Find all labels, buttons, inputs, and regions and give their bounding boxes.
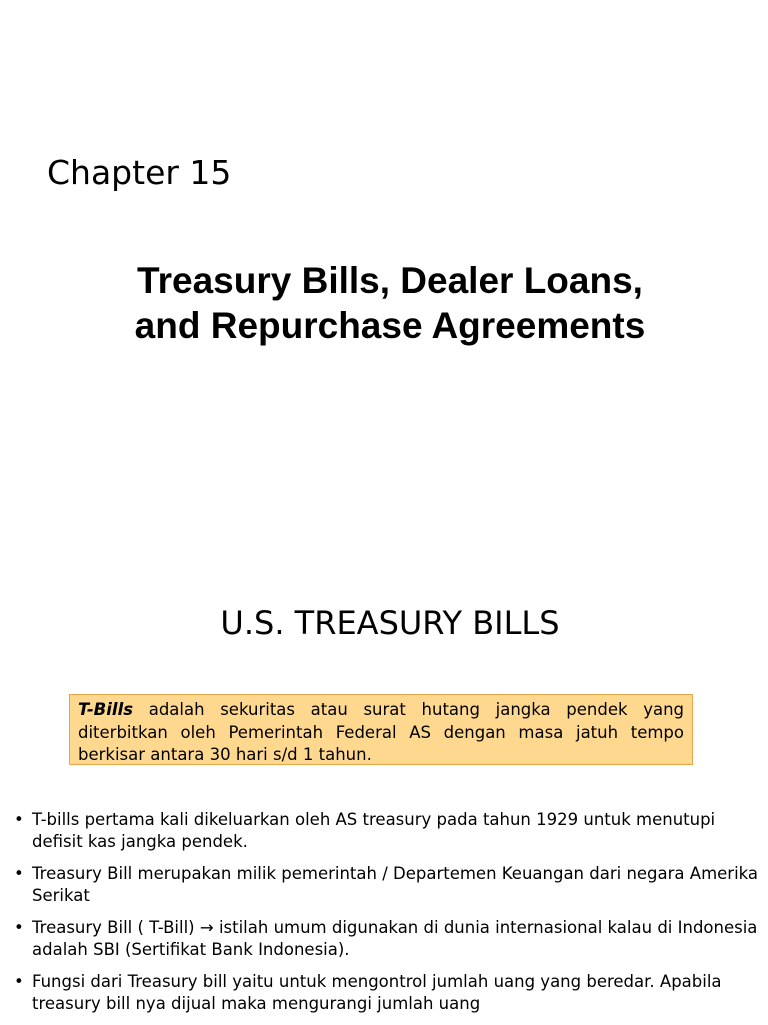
bullet-list [14, 809, 764, 1025]
slide-title-line-1: Treasury Bills, Dealer Loans, [137, 260, 643, 301]
slide-title [20, 258, 760, 348]
bullet-text: T-bills pertama kali dikeluarkan oleh AS treasury pada tahun 1929 untuk menutupi defisit kas jangka pendek. [32, 810, 716, 851]
bullet-text: Treasury Bill merupakan milik pemerintah / Departemen Keuangan dari negara Amerika Serikat [32, 864, 759, 905]
definition-text: adalah sekuritas atau surat hutang jangka pendek yang diterbitkan oleh Pemerintah Federal AS dengan masa jatuh tempo berkisar antara 30 hari s/d 1 tahun. [78, 700, 684, 764]
slide-title-line-2: and Repurchase Agreements [134, 305, 646, 346]
bullet-text: Treasury Bill ( T-Bill) → istilah umum digunakan di dunia internasional kalau di Indonesia adalah SBI (Sertifikat Bank Indonesia). [32, 918, 758, 959]
list-item [14, 917, 764, 961]
bullet-icon: • [14, 864, 24, 883]
bullet-icon: • [14, 810, 24, 829]
content-slide [0, 560, 768, 1024]
bullet-icon: • [14, 972, 24, 991]
list-item [14, 863, 764, 907]
section-heading: U.S. TREASURY BILLS [220, 604, 560, 642]
definition-box [69, 694, 693, 765]
definition-term: T-Bills [78, 700, 134, 719]
bullet-icon: • [14, 918, 24, 937]
chapter-label: Chapter 15 [47, 153, 232, 192]
list-item [14, 971, 764, 1015]
list-item [14, 809, 764, 853]
bullet-text: Fungsi dari Treasury bill yaitu untuk mengontrol jumlah uang yang beredar. Apabila treasury bill nya dijual maka mengurangi jumlah uang [32, 972, 722, 1013]
